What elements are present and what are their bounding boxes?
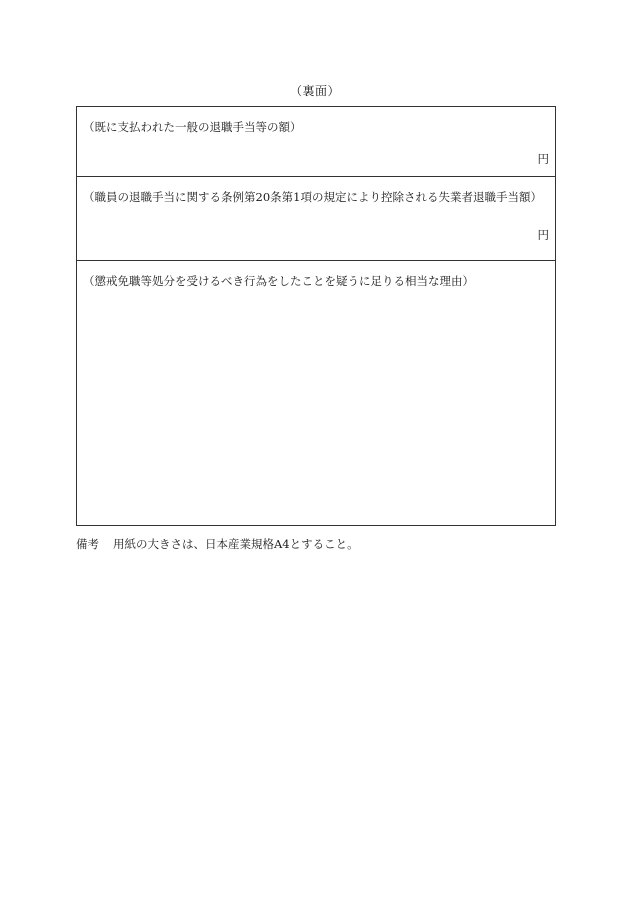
footnote-text: 用紙の大きさは、日本産業規格A4とすること。 bbox=[113, 537, 359, 551]
yen-unit-label: 円 bbox=[537, 228, 549, 242]
section-label: （懲戒免職等処分を受けるべき行為をしたことを疑うに足りる相当な理由） bbox=[83, 274, 474, 288]
section-label: （既に支払われた一般の退職手当等の額） bbox=[83, 120, 302, 134]
section-deducted-unemployment-allowance bbox=[77, 177, 555, 261]
footnote bbox=[76, 536, 359, 552]
yen-unit-label: 円 bbox=[537, 152, 549, 166]
footnote-prefix: 備考 bbox=[76, 537, 99, 551]
section-disciplinary-reason bbox=[77, 261, 555, 525]
section-prior-retirement-allowance bbox=[77, 107, 555, 177]
page-heading: （裏面） bbox=[289, 84, 340, 98]
section-label: （職員の退職手当に関する条例第20条第1項の規定により控除される失業者退職手当額） bbox=[83, 190, 542, 204]
form-table bbox=[76, 106, 556, 526]
